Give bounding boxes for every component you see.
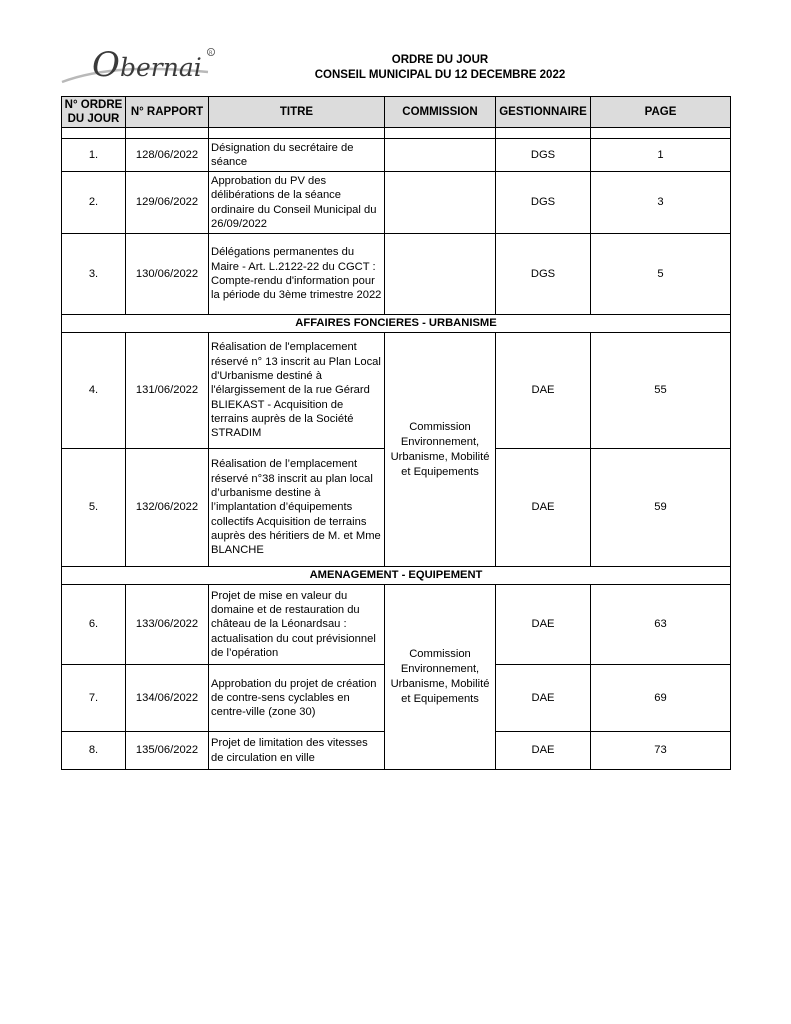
rapport-cell: 131/06/2022 [126, 333, 209, 449]
ordre-cell: 4. [62, 333, 126, 449]
rapport-cell: 135/06/2022 [126, 732, 209, 770]
table-row [62, 333, 731, 449]
ordre-cell: 8. [62, 732, 126, 770]
spacer-cell [126, 128, 209, 139]
commission-cell [385, 234, 496, 315]
spacer-cell [209, 128, 385, 139]
page-cell: 63 [591, 585, 731, 665]
spacer-cell [591, 128, 731, 139]
gestionnaire-cell: DAE [496, 732, 591, 770]
ordre-cell: 6. [62, 585, 126, 665]
agenda-table [61, 96, 731, 770]
header-ordre: N° ORDRE DU JOUR [62, 97, 126, 128]
table-row [62, 172, 731, 234]
spacer-row [62, 128, 731, 139]
commission-cell-foncier: Commission Environnement, Urbanisme, Mobilité et Equipements [385, 333, 496, 567]
gestionnaire-cell: DAE [496, 333, 591, 449]
header-page: PAGE [591, 97, 731, 128]
gestionnaire-cell: DGS [496, 172, 591, 234]
spacer-cell [62, 128, 126, 139]
table-header-row [62, 97, 731, 128]
document-title [260, 53, 620, 83]
svg-text:R: R [209, 50, 213, 57]
commission-cell-amenagement: Commission Environnement, Urbanisme, Mobilité et Equipements [385, 585, 496, 770]
page-cell: 55 [591, 333, 731, 449]
gestionnaire-cell: DAE [496, 665, 591, 732]
header-titre: TITRE [209, 97, 385, 128]
page-cell: 1 [591, 139, 731, 172]
page-cell: 5 [591, 234, 731, 315]
title-line-1: ORDRE DU JOUR [391, 54, 489, 66]
ordre-cell: 7. [62, 665, 126, 732]
rapport-cell: 132/06/2022 [126, 449, 209, 567]
commission-cell [385, 172, 496, 234]
ordre-cell: 3. [62, 234, 126, 315]
svg-text:bernai: bernai [120, 53, 202, 82]
header-gestionnaire: GESTIONNAIRE [496, 97, 591, 128]
page-cell: 3 [591, 172, 731, 234]
section-title-foncier: AFFAIRES FONCIERES - URBANISME [62, 315, 731, 333]
rapport-cell: 129/06/2022 [126, 172, 209, 234]
commission-cell [385, 139, 496, 172]
table-row [62, 585, 731, 665]
section-row [62, 315, 731, 333]
header-rapport: N° RAPPORT [126, 97, 209, 128]
titre-cell: Projet de limitation des vitesses de circulation en ville [209, 732, 385, 770]
gestionnaire-cell: DGS [496, 234, 591, 315]
ordre-cell: 1. [62, 139, 126, 172]
page-cell: 59 [591, 449, 731, 567]
section-row [62, 567, 731, 585]
titre-cell: Désignation du secrétaire de séance [209, 139, 385, 172]
rapport-cell: 130/06/2022 [126, 234, 209, 315]
spacer-cell [385, 128, 496, 139]
page-cell: 69 [591, 665, 731, 732]
titre-cell: Approbation du projet de création de contre-sens cyclables en centre-ville (zone 30) [209, 665, 385, 732]
spacer-cell [496, 128, 591, 139]
section-title-amenagement: AMENAGEMENT - EQUIPEMENT [62, 567, 731, 585]
titre-cell: Approbation du PV des délibérations de la séance ordinaire du Conseil Municipal du 26/09/2022 [209, 172, 385, 234]
rapport-cell: 134/06/2022 [126, 665, 209, 732]
gestionnaire-cell: DAE [496, 585, 591, 665]
header-commission: COMMISSION [385, 97, 496, 128]
gestionnaire-cell: DGS [496, 139, 591, 172]
svg-text:O: O [92, 45, 120, 85]
table-row [62, 139, 731, 172]
titre-cell: Délégations permanentes du Maire - Art. L.2122-22 du CGCT : Compte-rendu d'information pour la période du 3ème trimestre 2022 [209, 234, 385, 315]
gestionnaire-cell: DAE [496, 449, 591, 567]
titre-cell: Réalisation de l'emplacement réservé n° 13 inscrit au Plan Local d'Urbanisme destiné à l'élargissement de la rue Gérard BLIEKAST - Acquisition de terrains auprès de la Société STRADIM [209, 333, 385, 449]
ordre-cell: 2. [62, 172, 126, 234]
rapport-cell: 133/06/2022 [126, 585, 209, 665]
titre-cell: Réalisation de l’emplacement réservé n°38 inscrit au plan local d’urbanisme destine à l’implantation d’équipements collectifs Acquisition de terrains auprès des héritiers de M. et Mme BLANCHE [209, 449, 385, 567]
ordre-cell: 5. [62, 449, 126, 567]
titre-cell: Projet de mise en valeur du domaine et de restauration du château de la Léonardsau : actualisation du cout prévisionnel de l’opération [209, 585, 385, 665]
page-cell: 73 [591, 732, 731, 770]
title-line-2: CONSEIL MUNICIPAL DU 12 DECEMBRE 2022 [314, 69, 566, 81]
table-row [62, 234, 731, 315]
rapport-cell: 128/06/2022 [126, 139, 209, 172]
obernai-logo [58, 38, 228, 88]
